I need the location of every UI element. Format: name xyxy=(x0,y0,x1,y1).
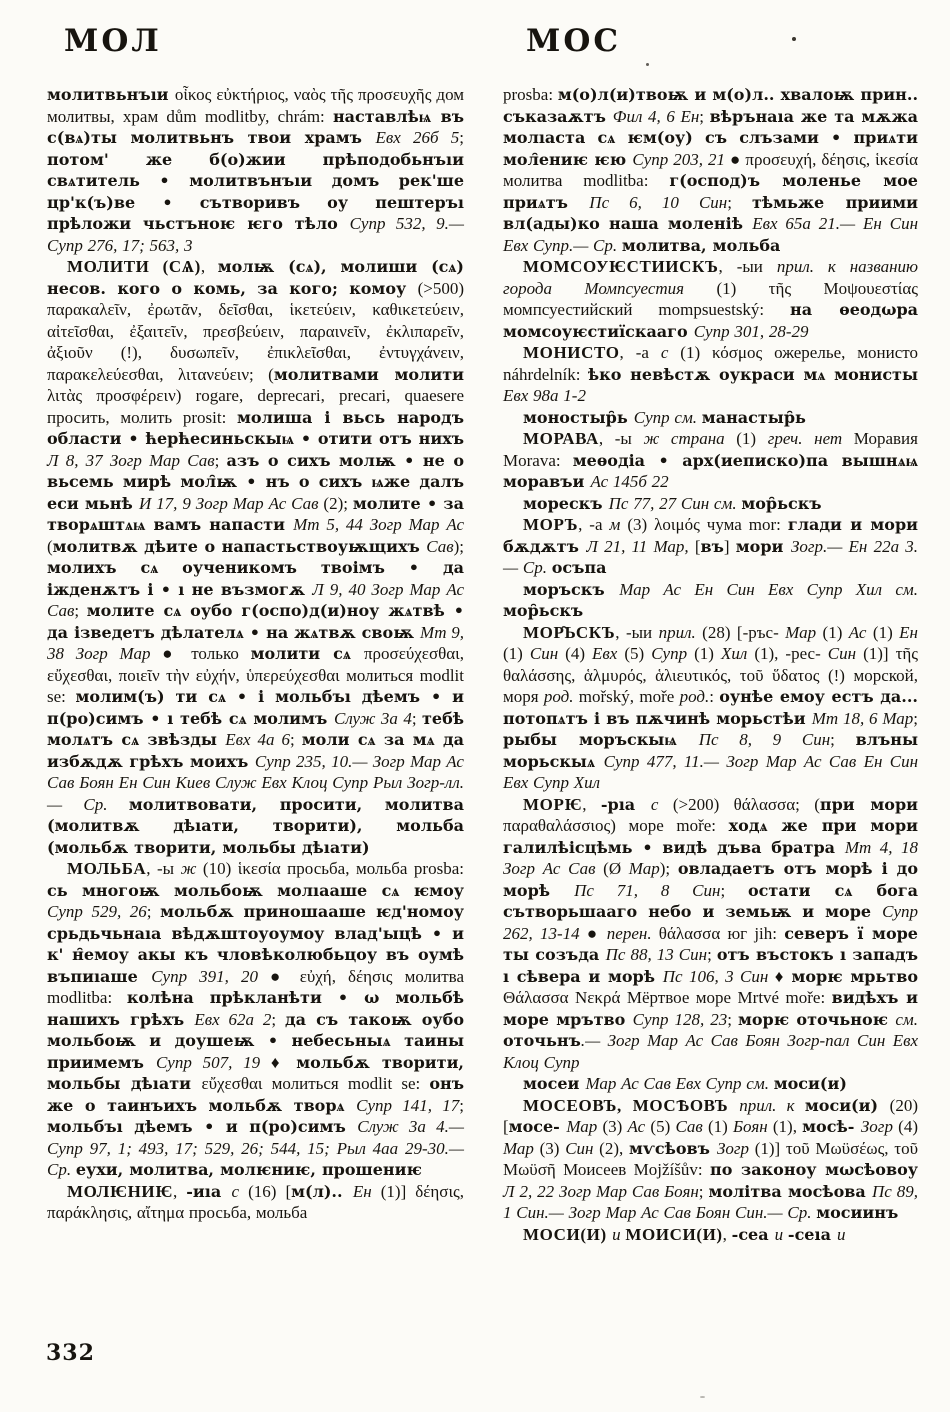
text-run: с xyxy=(231,1181,249,1201)
text-run: мольбѫ приношааше ѥд'номоу срьдьчьнаıа вѣдѫштоуоумоу влад'ыцѣ • и к' н̑емоу акы къ чловѣколюбьцоу въ оумѣ въпиıаше xyxy=(47,902,464,986)
text-run: (1) xyxy=(736,429,768,448)
text-run: (1)] δέησις, παράκλησις, αἴτημα просьба, мольба xyxy=(47,1181,465,1222)
running-head-right: МОС xyxy=(526,23,621,59)
scan-speck xyxy=(700,1396,705,1398)
text-run: προσεύχεσθαι, εὔχεσθαι, ποιεῖν τὴν εὐχήν, ὑπερεύχεσθαι молиться modlit se: xyxy=(47,644,464,706)
text-run: -сеа xyxy=(731,1224,775,1244)
text-run: моръскъ xyxy=(523,579,620,599)
text-run: прил. к названию города Момпсуестия xyxy=(503,257,918,298)
text-run: (2); xyxy=(323,493,353,513)
text-run: овладаетъ отъ морѣ і до морѣ xyxy=(503,859,918,900)
page-number: 332 xyxy=(46,1340,95,1366)
text-run: Мар xyxy=(503,1138,540,1158)
text-run: оточьнъ xyxy=(503,1031,581,1050)
text-run: морѥ мрьтво xyxy=(791,966,919,986)
text-run: И 17, 9 Зогр Мар Ас Сав xyxy=(138,493,324,513)
text-run: εὔχεσθαι молиться modlit se: xyxy=(201,1074,430,1093)
dictionary-entry xyxy=(503,256,918,342)
text-run: и xyxy=(612,1224,626,1244)
text-run: (5) xyxy=(650,1117,676,1136)
text-run: οἶκος εὐκτήριος, ναὸς τῆς προσευχῆς дом молитвы, храм dům modlitby, chrám: xyxy=(47,85,465,126)
dictionary-entry xyxy=(503,428,918,493)
text-run: мѵсѣовъ xyxy=(628,1138,717,1158)
text-run: г(оспод)ъ моленье мое приѧтъ xyxy=(503,171,918,212)
text-run: , -ы xyxy=(146,859,181,878)
text-run: потом' же б(о)жии прѣподобьнъıи свѧтитель • молитвънъıи домъ рек'ше цр'к(ъ)ве • сътворивъ оу пештеръı прѣложи чьстъноѥ ѥго тѣло xyxy=(47,149,464,233)
text-run: ходѧ же при мори галилѣісцѣмь • видѣ дъва братра xyxy=(503,816,919,857)
text-run: -рıа xyxy=(600,794,651,814)
dictionary-entry xyxy=(503,407,918,429)
text-run: (1)] τοῦ Μωϋσέως, τοῦ Μωϋσῆ Моисеев Mojžíšův: xyxy=(503,1138,919,1179)
text-run: наставлѣѩ въ с(вѧ)ты молитвьнъ твои храмъ xyxy=(47,106,464,147)
text-run: (3) xyxy=(539,1138,566,1158)
text-run: тебѣ молѧтъ сѧ звѣзды xyxy=(47,708,465,749)
text-run: МОРѤ xyxy=(523,794,583,814)
text-run: Пс 8, 9 Син xyxy=(698,730,831,749)
dictionary-entry xyxy=(503,1095,918,1224)
text-run: МОРАВА xyxy=(523,429,599,448)
text-run: молихъ сѧ оученикомъ твоімъ • да іжденѫтъ і • ı не възмогѫ xyxy=(47,558,464,599)
text-run: молити сѧ xyxy=(250,644,364,663)
text-run: [ xyxy=(694,536,701,556)
dictionary-entry xyxy=(503,514,918,579)
text-run: мольбъı дѣемъ • и п(ро)симъ xyxy=(47,1117,358,1136)
text-run: (16) [ xyxy=(248,1181,292,1201)
text-run: -иıа xyxy=(186,1181,232,1201)
text-run: -сеıа xyxy=(787,1224,837,1244)
text-run: молитвовати, просити, молитва (молитвѫ дѣıати, творити), мольба (мольбѫ творити, мольбы дѣıати) xyxy=(47,794,464,857)
text-run: ; xyxy=(459,1095,464,1115)
text-run: Евх 4а 6 xyxy=(225,730,291,749)
text-run: на ѳеодωра момсоуѥстиїскааго xyxy=(503,300,919,341)
text-run: (1) κόσμος ожерелье, монисто náhrdelník: xyxy=(503,343,918,384)
text-run: ; xyxy=(720,880,748,900)
text-run: Сав xyxy=(426,536,454,556)
text-run: МОЛИТИ (СѦ) xyxy=(67,257,201,276)
text-run: въ xyxy=(700,536,724,556)
text-run: при мори xyxy=(819,794,919,814)
text-run: (1), xyxy=(772,1117,803,1136)
text-run: Супр 391, 20 xyxy=(151,966,271,986)
text-run: (28) [-ръс- xyxy=(702,622,786,642)
text-run: , xyxy=(200,257,218,276)
text-run: МОМСОУѤСТИИСКЪ xyxy=(523,257,719,276)
text-run: Служ 3а 4 xyxy=(333,708,412,728)
text-run: , -ыи xyxy=(718,257,777,276)
text-run: (1) xyxy=(822,622,849,642)
text-run: ; xyxy=(727,1009,738,1029)
text-run: Евх 98а 1-2 xyxy=(503,386,586,405)
text-run: Супр 477, 11.— Зогр Мар Ас Сав Ен Син Евх Супр Хил xyxy=(503,751,918,792)
running-head-left: МОЛ xyxy=(64,23,162,59)
text-run: мосе- xyxy=(508,1117,567,1136)
text-run: Мар Ас Сав Евх Супр см. xyxy=(585,1074,774,1093)
text-run: МОНИСТО xyxy=(523,343,620,362)
text-run: Мар xyxy=(628,859,660,878)
text-run: Пс 88, 13 Син xyxy=(605,945,708,964)
dictionary-entry xyxy=(47,256,464,858)
text-run: Мт 5, 44 Зогр Мар Ас xyxy=(293,515,464,534)
text-run: молите сѧ оубо г(оспо)д(и)ноу жѧтвѣ • да ізведетъ дѣлателѧ • на жѧтвѫ своѭ xyxy=(47,601,464,642)
text-run: да съ такоѭ оубо мольбоѭ и доушеѭ • небесьныѧ таины приимемъ xyxy=(47,1009,465,1072)
text-run: Θάλασσα Νεκρά Мёртвое море Mrtvé moře: xyxy=(503,988,832,1007)
dictionary-entry xyxy=(503,342,918,407)
dictionary-entry xyxy=(503,622,918,794)
text-run: Супр 141, 17 xyxy=(356,1095,460,1115)
text-run: с xyxy=(650,794,673,814)
text-run: Пс 89, 1 Син.— Зогр Мар Ас Сав Боян Син.— Ср. xyxy=(503,1181,918,1222)
text-run: ● xyxy=(586,923,607,943)
text-run: (1) τῆς Μοψουεστίας момпсуестийский mompsuestský: xyxy=(503,278,919,319)
text-run: Зогр xyxy=(860,1117,899,1136)
text-run: ( xyxy=(47,536,53,556)
text-run: меѳодіа • арх(иеписко)па вышнѧѩ моравъи xyxy=(503,450,919,491)
text-run: Супр 262, 13-14 xyxy=(503,902,918,943)
text-run: онъ же о таинъихъ мольбѫ творѧ xyxy=(47,1074,465,1115)
text-run: , -ыи xyxy=(615,622,659,642)
dictionary-entry xyxy=(503,1073,918,1095)
text-run: ж страна xyxy=(643,429,737,448)
text-run: (3) xyxy=(602,1117,628,1136)
text-run: .— Зогр Мар Ас Сав Боян Зогр-пал Син Евх Клоц Супр xyxy=(503,1031,918,1072)
dictionary-entry xyxy=(503,493,918,515)
text-run: Супр 529, 26 xyxy=(47,902,147,921)
text-run: Супр 507, 19 xyxy=(155,1052,271,1072)
text-run: Евх xyxy=(592,644,625,663)
text-run: Син xyxy=(827,644,864,663)
text-run: (1) xyxy=(872,622,900,642)
text-run: молитва, мольба xyxy=(621,235,781,255)
text-run: отъ въстокъ ı западъ ı сѣвера и морѣ xyxy=(503,945,918,986)
text-run: Моравия Morava: xyxy=(503,429,918,470)
text-run: и xyxy=(774,1224,788,1244)
text-run: Супр 301, 28-29 xyxy=(693,321,809,341)
text-run: Л 8, 37 Зогр Мар Сав xyxy=(47,450,215,470)
text-run: Евх 65а 21.— Ен Син Евх Супр.— Ср. xyxy=(503,214,919,255)
text-run: ♦ xyxy=(270,1052,297,1072)
text-run: Зогр xyxy=(716,1138,755,1158)
text-run: (>500) παρακαλεῖν, ἐρωτᾶν, δεῖσθαι, ἱκετεύειν, καθικετεύειν, αἰτεῖσθαι, ἐξαιτεῖν, πρεσβεύειν, παραινεῖν, ἐκλιπαρεῖν, ἀξιοῦν (!), δυσωπεῖν, ἐπικλεῖσθαι, ἐντυγχάνειν, παρακελεύεσθαι, λιτανεύειν; ( xyxy=(47,278,464,384)
text-run: Боян xyxy=(733,1117,773,1136)
text-run: Пс 106, 3 Син xyxy=(662,966,775,986)
text-run: (1) xyxy=(503,644,530,663)
text-run: ; xyxy=(214,450,227,470)
text-run: Пс 6, 10 Син xyxy=(589,192,728,212)
text-run: ; xyxy=(290,730,302,749)
text-run: Супр 128, 23 xyxy=(632,1009,728,1029)
scan-speck xyxy=(646,63,649,66)
text-run: ; xyxy=(830,730,856,749)
text-run: тѣмьже приими вл(ады)ко наша моленіѣ xyxy=(503,192,918,233)
text-run: ♦ xyxy=(774,966,792,986)
text-run: παραθαλάσσιος) море moře: xyxy=(503,816,729,835)
text-run: ] xyxy=(723,536,736,556)
text-run: Син xyxy=(529,644,566,663)
right-column xyxy=(503,84,918,1245)
text-run: молитвьнъıи xyxy=(47,85,175,104)
text-run: мосеи xyxy=(523,1074,586,1093)
text-run: по законоу мωсѣовоу xyxy=(709,1160,918,1179)
text-run: λιτὰς προσφέρειν) rogare, deprecari, precari, quaesere просить, молить prosit: xyxy=(47,386,464,427)
text-run: молим(ъ) ти сѧ • і мольбъı дѣемъ • и п(ро)симъ • ı тебѣ сѧ молимъ xyxy=(47,687,465,728)
dictionary-entry xyxy=(47,84,464,256)
dictionary-entry xyxy=(503,794,918,1074)
text-run: , -а xyxy=(619,343,661,362)
text-run: рыбы моръскыѩ xyxy=(503,730,699,749)
text-run: (10) ἱκεσία просьба, мольба prosba: xyxy=(202,859,464,878)
text-run: ; xyxy=(146,902,161,921)
text-run: , -ы xyxy=(598,429,644,448)
text-run: ; xyxy=(727,192,752,212)
text-run: Пс 77, 27 Син см. xyxy=(608,493,742,513)
text-run: Служ 3а 4.— Супр 97, 1; 493, 17; 529, 26; 544, 15; Рыл 4аа 29-30.— Ср. xyxy=(47,1117,465,1179)
text-run: Пс 71, 8 Син xyxy=(574,880,721,900)
text-run: ; xyxy=(707,945,717,964)
text-run: Л 9, 40 Зогр Мар Ас Сав xyxy=(47,579,465,620)
text-run: видѣхъ и море мрътво xyxy=(503,988,918,1029)
text-run: , xyxy=(172,1181,187,1201)
text-run: (5) xyxy=(624,644,652,663)
text-run: влъны морьскыѧ xyxy=(503,730,918,771)
text-run: молѭ (сѧ), молиши (сѧ) несов. кого о комь, за кого; комоу xyxy=(47,257,464,298)
text-run: (3) λοιμός чума mor: xyxy=(627,515,788,534)
text-run: моси(и) xyxy=(773,1074,847,1093)
text-run: Супр xyxy=(651,644,695,663)
text-run: Хил xyxy=(721,644,755,663)
text-run: ; xyxy=(459,128,465,147)
dictionary-entry xyxy=(47,1181,464,1224)
text-run: оунѣе емоу естъ да... потопѧтъ і въ пѫчинѣ морьстѣи xyxy=(503,687,918,728)
dictionary-entry xyxy=(503,1224,918,1246)
text-run: МОСЕОВЪ, МОСѢОВЪ xyxy=(523,1095,740,1115)
text-run: Фил 4, 6 Ен xyxy=(612,106,700,126)
text-run: МОЛЬБА xyxy=(67,859,147,878)
text-run: МОРЪ xyxy=(523,515,579,534)
text-run: ж xyxy=(180,859,203,878)
text-run: глади и мори бѫдѫтъ xyxy=(503,515,918,556)
text-run: МОИСИ(И) xyxy=(625,1224,723,1244)
text-run: м(о)л(и)твоѭ и м(о)л.. хвалоѭ прин.. съказаѫтъ xyxy=(503,85,919,126)
text-run: сь многоѭ мольбоѭ молıааше сѧ ѥмоу xyxy=(47,880,464,900)
text-run: моси(и) xyxy=(804,1095,890,1115)
text-run: , -а xyxy=(578,515,610,534)
text-run: , xyxy=(722,1224,732,1244)
text-run: : xyxy=(709,687,720,706)
text-run: перен. xyxy=(606,923,659,943)
text-run: мори xyxy=(735,536,791,556)
text-run: мосѣ- xyxy=(802,1117,861,1136)
text-run: МОСИ(И) xyxy=(523,1224,613,1244)
text-run: мосиинъ xyxy=(816,1203,899,1222)
text-run: Л 21, 11 Мар, xyxy=(586,536,695,556)
text-run: Мар xyxy=(566,1117,603,1136)
left-column xyxy=(47,84,464,1224)
text-run: Мар Ас Ен Син Евх Супр Хил см. xyxy=(619,579,918,599)
text-run: молітва мосѣова xyxy=(708,1181,872,1201)
text-run: молитвѫ дѣите о напастьствоуѭщихъ xyxy=(52,536,427,556)
text-run: Мар xyxy=(785,622,823,642)
text-run: Ен xyxy=(352,1181,381,1201)
text-run: , xyxy=(582,794,601,814)
text-run: и xyxy=(837,1224,846,1244)
dictionary-entry xyxy=(47,858,464,1181)
text-run: с xyxy=(660,343,681,362)
text-run: молиша і вьсь народъ области • ћерћесиньскыѩ • отити отъ нихъ xyxy=(47,407,464,448)
text-run: вѣрънаıа же та мѫжа молıаста сѧ ѥм(оу) съ слъзами • приѧти мол̑ениѥ ѥю xyxy=(503,106,918,169)
text-run: мор̑ьскъ xyxy=(503,601,584,620)
text-run: моли сѧ за мѧ да избѫдѫ грѣхъ моихъ xyxy=(47,730,465,771)
text-run: Мт 9, 38 Зогр Мар xyxy=(47,622,464,663)
text-run: mořský, moře xyxy=(578,687,680,706)
text-run: греч. нет xyxy=(767,429,854,448)
text-run: (1) xyxy=(694,644,721,663)
text-run: ; xyxy=(913,708,919,728)
text-run: ; xyxy=(699,106,710,126)
text-run: прил. xyxy=(658,622,703,642)
text-run: Супр см. xyxy=(633,407,702,427)
text-run: м xyxy=(609,515,628,534)
text-run: (4) xyxy=(898,1117,918,1136)
text-run: манастыр̑ь xyxy=(701,407,806,427)
text-run: азъ о сихъ молѭ • не о вьсемь мирѣ мол̑ѭ • нъ о сихъ ѩже далъ еси мьнѣ xyxy=(47,450,464,513)
text-run: prosba: xyxy=(503,85,558,104)
text-run: (2), xyxy=(599,1138,629,1158)
text-run: ; xyxy=(271,1009,285,1029)
text-run: северъ ї море ты созъда xyxy=(503,923,918,964)
text-run: остати сѧ бога сътворьшааго небо и земьѭ и море xyxy=(503,880,919,921)
text-run: ); xyxy=(659,859,678,878)
text-run: моностыр̑ь xyxy=(523,407,634,427)
text-run: мор̑ьскъ xyxy=(741,493,822,513)
text-run: ); xyxy=(453,536,464,556)
scan-speck xyxy=(792,37,796,41)
text-run: прил. к xyxy=(739,1095,805,1115)
text-run: Ас 145б 22 xyxy=(590,472,669,491)
text-run: (1), -рес- xyxy=(754,644,828,663)
dictionary-entry xyxy=(503,579,918,622)
text-run: МОЛѤНИѤ xyxy=(67,1181,173,1201)
text-run: морѥ оточьноѥ xyxy=(737,1009,896,1029)
text-run: Супр 532, 9.— Супр 276, 17; 563, 3 xyxy=(47,214,465,255)
text-run: Супр 203, 21 xyxy=(632,149,730,169)
dictionary-entry xyxy=(503,84,918,256)
text-run: Мт 18, 6 Мар xyxy=(811,708,914,728)
text-run: Ен xyxy=(899,622,918,642)
text-run: ● εὐχή, δέησις молитва modlitba: xyxy=(47,966,464,1007)
text-run: см. xyxy=(895,1009,918,1029)
text-run: Сав xyxy=(675,1117,708,1136)
text-run: мольбѫ творити, мольбы дѣıати xyxy=(47,1052,464,1093)
text-run: θάλασσα юг jih: xyxy=(658,923,785,943)
text-run: ● только xyxy=(162,644,251,663)
text-run: Л 2, 22 Зогр Мар Сав Боян xyxy=(503,1181,699,1201)
text-run: ѣко невѣстѫ оукраси мѧ монисты xyxy=(587,364,919,384)
text-run: Супр 235, 10.— Зогр Мар Ас Сав Боян Ен Син Киев Служ Евх Клоц Супр Рыл Зогр-лл.— Ср. xyxy=(47,751,464,814)
text-run: (1)] τῆς θαλάσσης, ἁλμυρός, ἁλιευτικός, τοῦ ὕδατος (!) морской, моря xyxy=(503,644,919,706)
text-run: молите • за творѧштѧѩ вамъ напасти xyxy=(47,493,464,534)
text-run: (4) xyxy=(565,644,593,663)
text-run: колѣна прѣкланѣти • ω мольбѣ нашихъ грѣхъ xyxy=(47,988,464,1029)
text-run: осъпа xyxy=(551,558,607,577)
text-run: ● προσευχή, δέησις, ἱκεσία молитва modlitba: xyxy=(503,149,919,190)
text-run: Ас xyxy=(627,1117,651,1136)
text-run: Евх 26б 5 xyxy=(375,128,460,147)
text-run: Ас xyxy=(848,622,873,642)
text-run: молитвами молити xyxy=(273,364,464,384)
text-run: (Ø xyxy=(603,859,629,878)
text-run: (>200) θάλασσα; ( xyxy=(672,794,820,814)
text-run: Син xyxy=(565,1138,600,1158)
text-run: род. xyxy=(679,687,710,706)
text-run: (20) [ xyxy=(503,1095,918,1136)
text-run: МОР̑ЬСКЪ xyxy=(523,622,616,642)
text-run: морескъ xyxy=(523,493,609,513)
text-run: Мт 4, 18 Зогр Ас Сав xyxy=(503,837,918,878)
text-run: ; xyxy=(74,601,87,620)
text-run: род. xyxy=(543,687,579,706)
text-run: м(л).. xyxy=(291,1181,353,1201)
text-run: еухи, молитва, молѥниѥ, прошениѥ xyxy=(75,1160,422,1179)
text-run: ; xyxy=(698,1181,709,1201)
text-run: Зогр.— Ен 22а 3.— Ср. xyxy=(503,536,919,577)
text-run: Евх 62а 2 xyxy=(194,1009,272,1029)
text-run: ; xyxy=(411,708,422,728)
text-run: (1) xyxy=(707,1117,734,1136)
